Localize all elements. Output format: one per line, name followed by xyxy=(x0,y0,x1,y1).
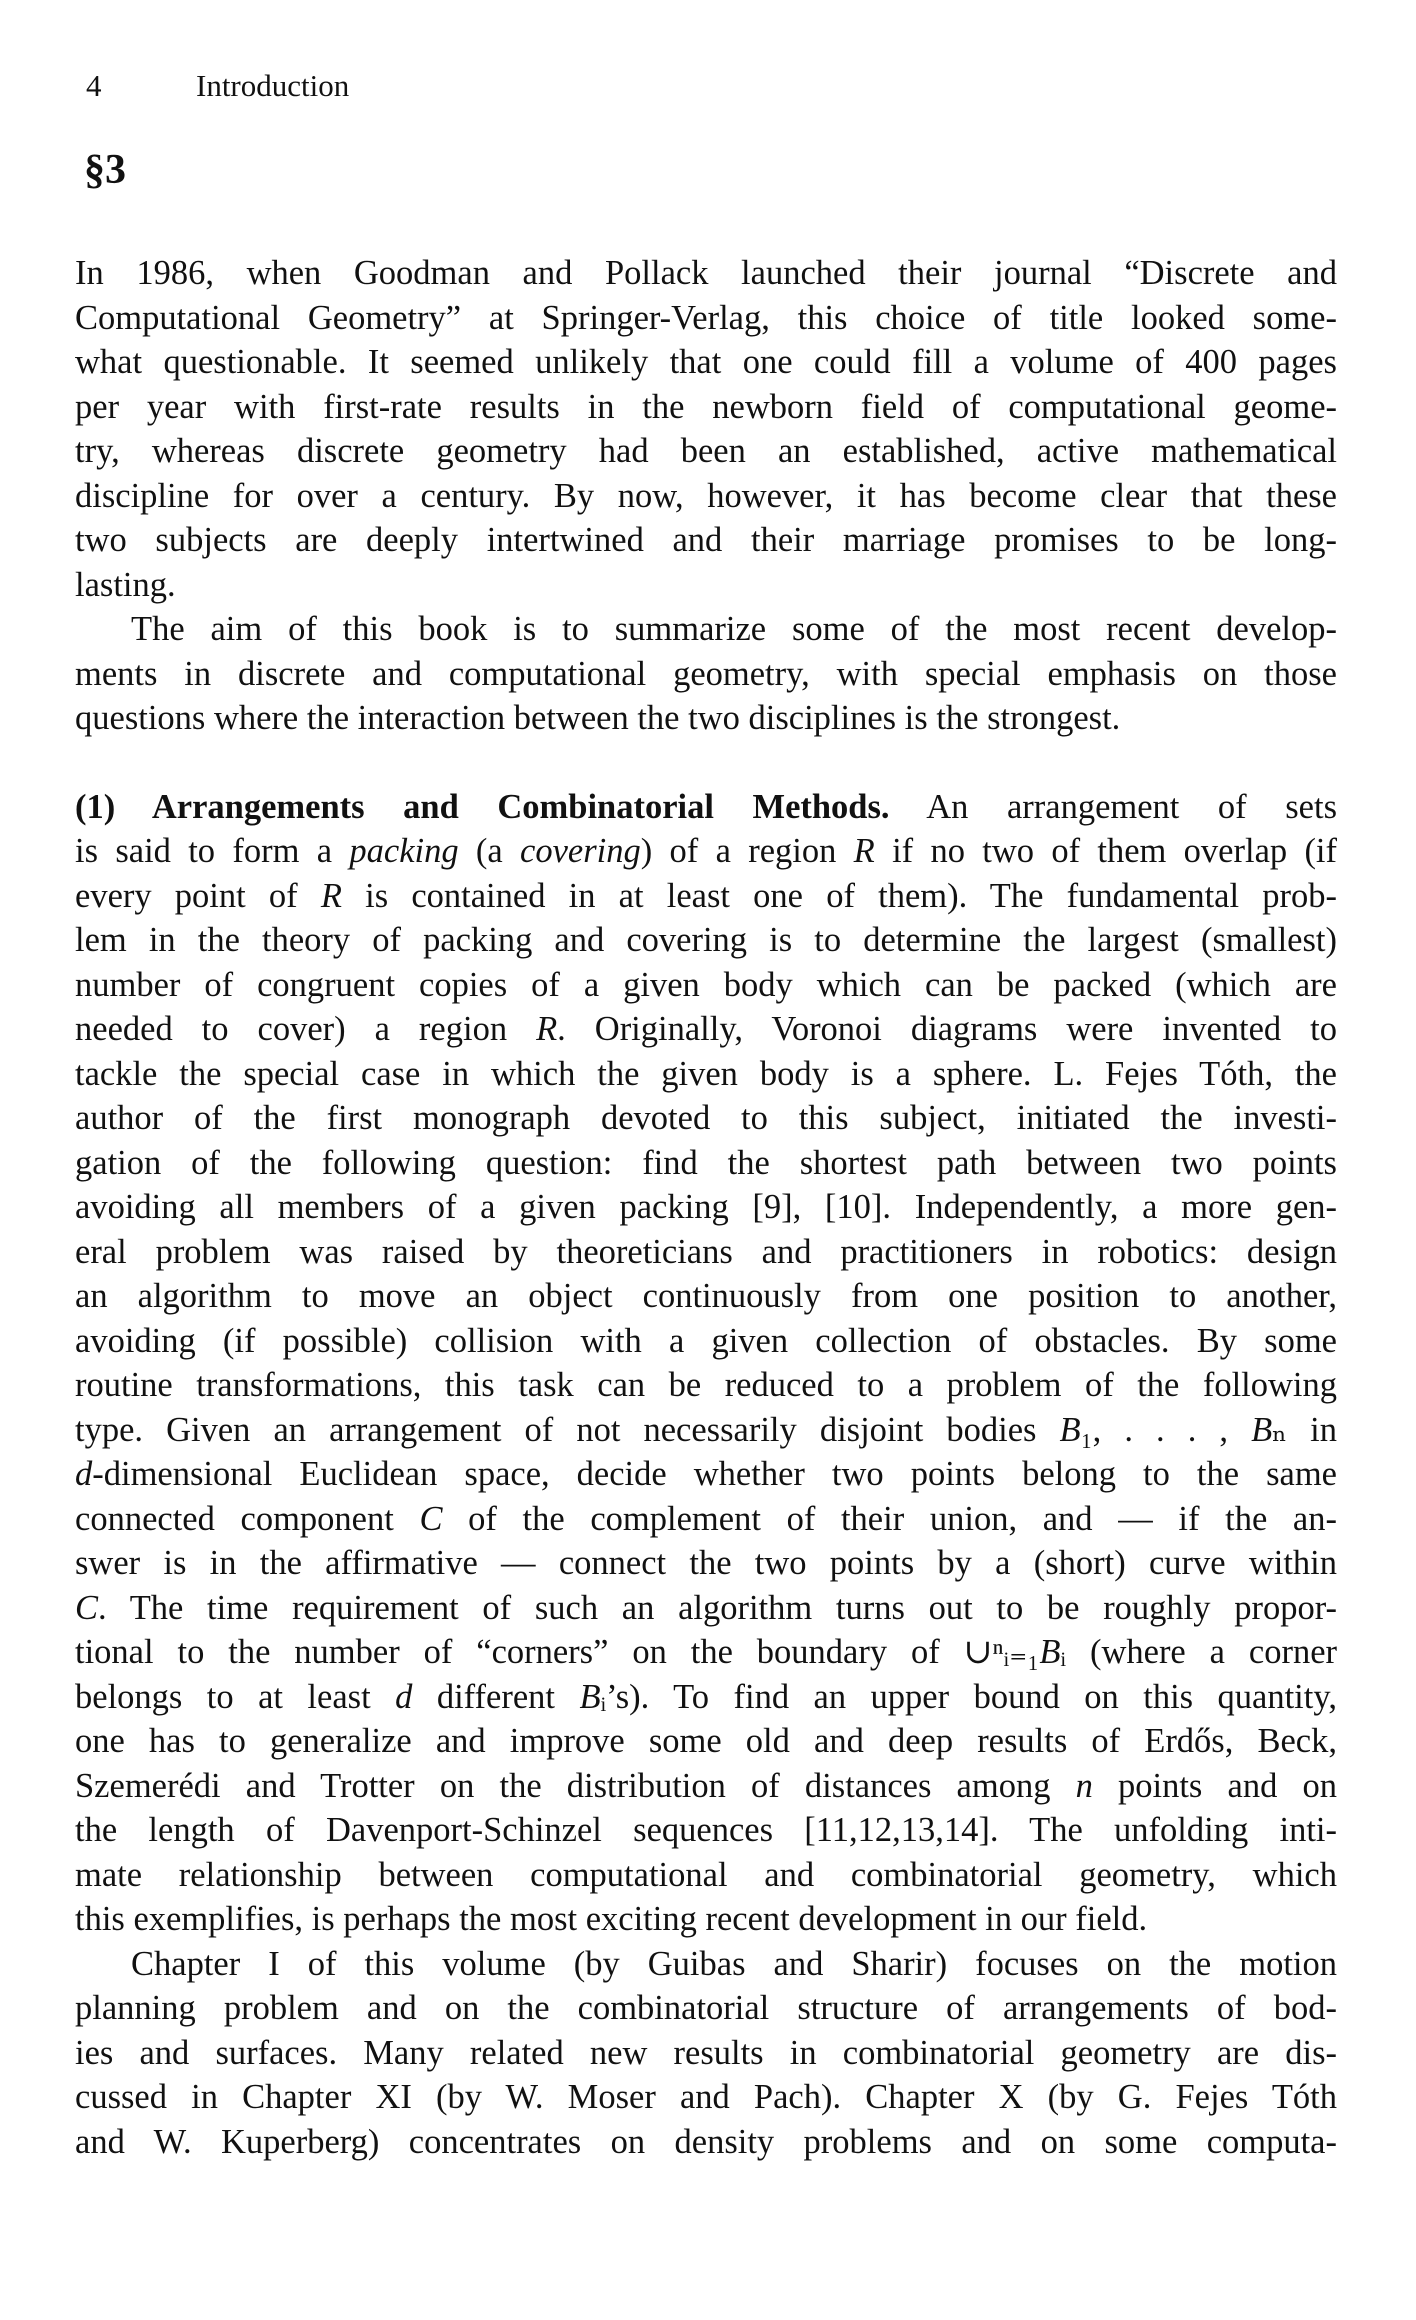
text-line: cussed in Chapter XI (by W. Moser and Pach). Chapter X (by G. Fejes Tóth xyxy=(75,2078,1337,2116)
rich-line: swer is in the affirmative — connect the two points by a (short) curve within xyxy=(75,1544,1337,1582)
rich-line: is said to form a packing (a covering) of a region R if no two of them overlap (if xyxy=(75,832,1338,870)
rich-line: every point of R is contained in at least one of them). The fundamental prob- xyxy=(75,876,1337,915)
text-line: ments in discrete and computational geometry, with special emphasis on those xyxy=(75,654,1337,693)
text-line: what questionable. It seemed unlikely that one could fill a volume of 400 pages xyxy=(75,343,1337,381)
rich-line: the length of Davenport-Schinzel sequences [11,12,13,14]. The unfolding inti- xyxy=(75,1811,1337,1849)
running-head xyxy=(86,68,349,104)
rich-line: eral problem was raised by theoreticians and practitioners in robotics: design xyxy=(75,1232,1337,1271)
text-line: In 1986, when Goodman and Pollack launched their journal “Discrete and xyxy=(75,254,1337,292)
section-heading: §3 xyxy=(84,147,126,193)
rich-line: connected component C of the complement of their union, and — if the an- xyxy=(75,1499,1337,1538)
text-line: planning problem and on the combinatorial structure of arrangements of bod- xyxy=(75,1989,1337,2027)
rich-line: an algorithm to move an object continuously from one position to another, xyxy=(75,1277,1337,1315)
text-line: two subjects are deeply intertwined and their marriage promises to be long- xyxy=(75,521,1337,559)
text-line: and W. Kuperberg) concentrates on density problems and on some computa- xyxy=(75,2122,1337,2161)
rich-line: mate relationship between computational and combinatorial geometry, which xyxy=(75,1855,1337,1894)
rich-line: author of the first monograph devoted to this subject, initiated the investi- xyxy=(75,1099,1337,1137)
page-number: 4 xyxy=(86,68,102,103)
rich-line: belongs to at least d different Bᵢ’s). To find an upper bound on this quantity, xyxy=(75,1677,1337,1716)
text-line: lasting. xyxy=(75,565,176,604)
rich-line: d-dimensional Euclidean space, decide whether two points belong to the same xyxy=(75,1455,1337,1493)
paragraph-3 xyxy=(75,785,1337,1942)
rich-line: one has to generalize and improve some old and deep results of Erdős, Beck, xyxy=(75,1722,1337,1760)
rich-line: type. Given an arrangement of not necessarily disjoint bodies B₁, . . . , Bₙ in xyxy=(75,1410,1337,1449)
rich-line: number of congruent copies of a given body which can be packed (which are xyxy=(75,965,1337,1004)
text-line: ies and surfaces. Many related new results in combinatorial geometry are dis- xyxy=(75,2033,1337,2072)
rich-line: avoiding all members of a given packing [9], [10]. Independently, a more gen- xyxy=(75,1188,1337,1226)
rich-line: gation of the following question: find the shortest path between two points xyxy=(75,1143,1337,1182)
paragraph-2 xyxy=(75,607,1337,741)
rich-line: needed to cover) a region R. Originally, Voronoi diagrams were invented to xyxy=(75,1010,1338,1048)
text-line xyxy=(75,785,1337,830)
text-line: Chapter I of this volume (by Guibas and Sharir) focuses on the motion xyxy=(131,1944,1337,1983)
rich-line: tackle the special case in which the given body is a sphere. L. Fejes Tóth, the xyxy=(75,1054,1337,1093)
body-text xyxy=(75,251,1337,2164)
running-title: Introduction xyxy=(196,68,350,103)
subsection-heading: (1) Arrangements and Combinatorial Methods. xyxy=(75,787,890,826)
text-line: try, whereas discrete geometry had been an established, active mathematical xyxy=(75,432,1337,470)
rich-line: Szemerédi and Trotter on the distribution of distances among n points and on xyxy=(75,1766,1337,1805)
text-line: questions where the interaction between the two disciplines is the strongest. xyxy=(75,699,1121,737)
text-line: discipline for over a century. By now, however, it has become clear that these xyxy=(75,476,1337,515)
paragraph-1 xyxy=(75,251,1337,607)
text-line: per year with first-rate results in the newborn field of computational geome- xyxy=(75,387,1337,426)
text-line: Computational Geometry” at Springer-Verlag, this choice of title looked some- xyxy=(75,298,1337,337)
rich-line: routine transformations, this task can be reduced to a problem of the following xyxy=(75,1366,1337,1404)
rich-line: tional to the number of “corners” on the boundary of ∪ⁿᵢ₌₁Bᵢ (where a corner xyxy=(75,1633,1337,1671)
paragraph-4 xyxy=(75,1942,1337,2165)
rich-line: lem in the theory of packing and covering is to determine the largest (smallest) xyxy=(75,921,1337,959)
rich-line: An arrangement of sets xyxy=(889,787,1337,826)
rich-line: C. The time requirement of such an algorithm turns out to be roughly propor- xyxy=(75,1588,1337,1627)
rich-line: this exemplifies, is perhaps the most exciting recent development in our field. xyxy=(75,1900,1148,1938)
text-line: The aim of this book is to summarize some of the most recent develop- xyxy=(131,610,1337,648)
rich-line: avoiding (if possible) collision with a given collection of obstacles. By some xyxy=(75,1321,1337,1360)
